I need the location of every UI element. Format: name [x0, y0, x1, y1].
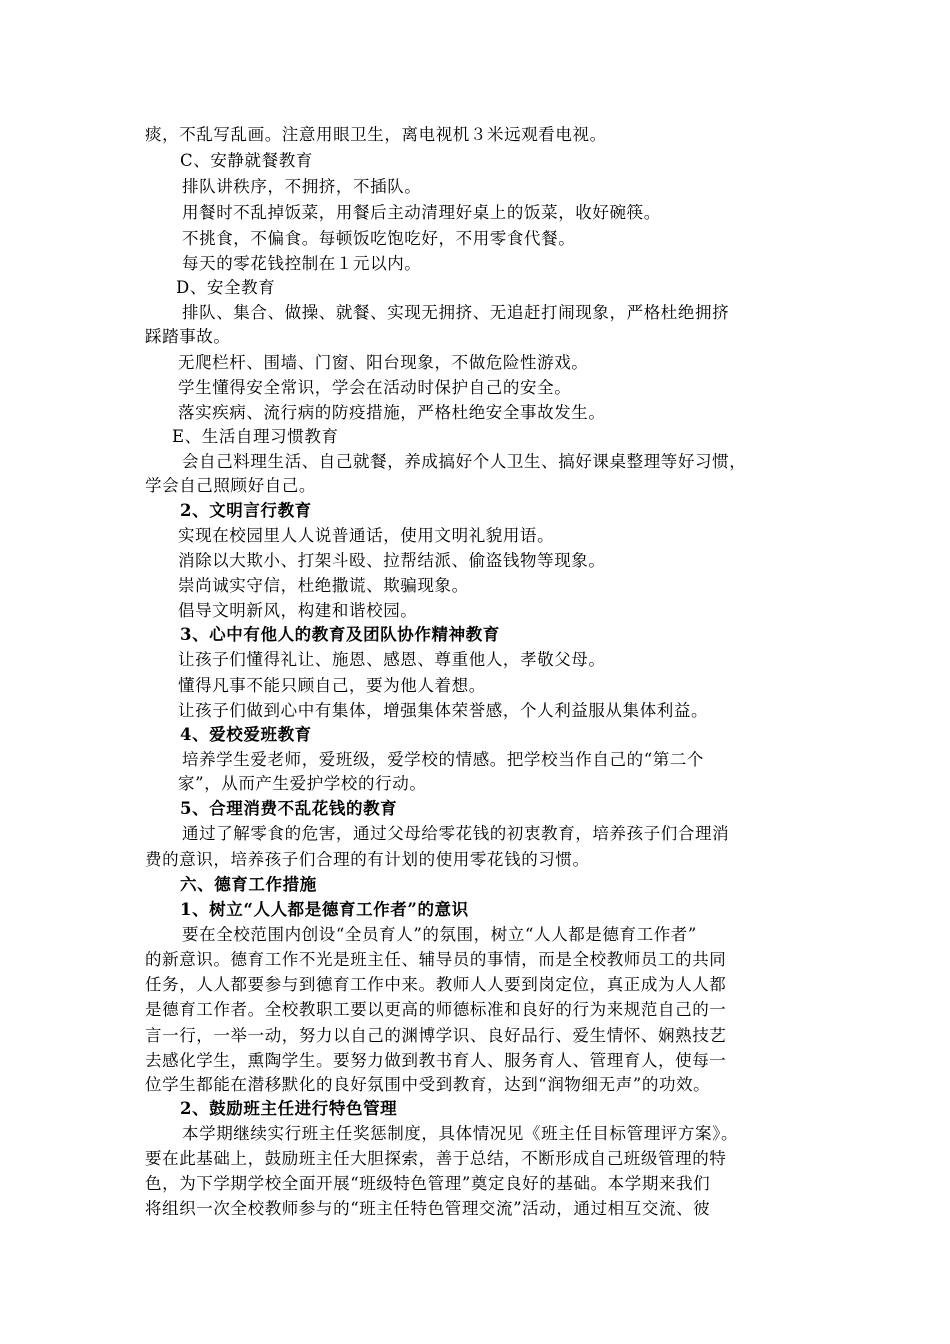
text-line: 任务，人人都要参与到德育工作中来。教师人人要到岗定位，真正成为人人都	[145, 975, 727, 994]
text-line: 会自己料理生活、自己就餐，养成搞好个人卫生、搞好课桌整理等好习惯，	[182, 452, 747, 471]
section-heading: 4、爱校爱班教育	[180, 725, 312, 744]
text-line: 让孩子们做到心中有集体，增强集体荣誉感，个人利益服从集体利益。	[178, 701, 709, 720]
section-heading: 1、树立“人人都是德育工作者”的意识	[180, 900, 469, 919]
text-line: 将组织一次全校教师参与的“班主任特色管理交流”活动，通过相互交流、彼	[145, 1199, 711, 1218]
text-line: 踩踏事故。	[145, 327, 231, 346]
section-heading: 5、合理消费不乱花钱的教育	[180, 799, 398, 818]
text-line: 培养学生爱老师，爱班级，爱学校的情感。把学校当作自己的“第二个	[182, 750, 705, 769]
text-line: 色，为下学期学校全面开展“班级特色管理”奠定良好的基础。本学期来我们	[145, 1174, 711, 1193]
text-line: 排队讲秩序，不拥挤，不插队。	[182, 177, 422, 196]
text-line: 本学期继续实行班主任奖惩制度，具体情况见《班主任目标管理评方案》。	[182, 1124, 739, 1143]
text-line: 费的意识，培养孩子们合理的有计划的使用零花钱的习惯。	[145, 850, 590, 869]
text-line: 倡导文明新风，构建和谐校园。	[178, 601, 418, 620]
text-line: 崇尚诚实守信，杜绝撒谎、欺骗现象。	[178, 576, 469, 595]
text-line: 用餐时不乱掉饭菜，用餐后主动清理好桌上的饭菜，收好碗筷。	[182, 203, 661, 222]
text-line: 不挑食，不偏食。每顿饭吃饱吃好，不用零食代餐。	[182, 229, 576, 248]
text-line: 懂得凡事不能只顾自己，要为他人着想。	[178, 676, 486, 695]
text-line: 无爬栏杆、围墙、门窗、阳台现象，不做危险性游戏。	[178, 353, 589, 372]
text-line: 每天的零花钱控制在１元以内。	[182, 254, 422, 273]
text-line: 要在全校范围内创设“全员育人”的氛围，树立“人人都是德育工作者”	[182, 925, 697, 944]
text-line: 排队、集合、做操、就餐、实现无拥挤、无追赶打闹现象，严格杜绝拥挤	[182, 303, 730, 322]
section-heading: C、安静就餐教育	[180, 151, 313, 170]
text-line: 是德育工作者。全校教职工要以更高的师德标准和良好的行为来规范自己的一	[145, 1000, 727, 1019]
section-heading: 2、鼓励班主任进行特色管理	[180, 1099, 398, 1118]
text-line: 家”，从而产生爱护学校的行动。	[178, 774, 427, 793]
text-line: 要在此基础上，鼓励班主任大胆探索，善于总结，不断形成自己班级管理的特	[145, 1149, 727, 1168]
text-line: 的新意识。德育工作不光是班主任、辅导员的事情，而是全校教师员工的共同	[145, 950, 727, 969]
text-line: 落实疾病、流行病的防疫措施，严格杜绝安全事故发生。	[178, 403, 606, 422]
section-heading: E、生活自理习惯教育	[172, 427, 339, 446]
text-line: 位学生都能在潜移默化的良好氛围中受到教育，达到“润物细无声”的功效。	[145, 1075, 711, 1094]
text-line: 痰，不乱写乱画。注意用眼卫生，离电视机３米远观看电视。	[145, 125, 607, 144]
text-line: 言一行，一举一动，努力以自己的渊博学识、良好品行、爱生情怀、娴熟技艺	[145, 1026, 727, 1045]
text-line: 去感化学生，熏陶学生。要努力做到教书育人、服务育人、管理育人，使每一	[145, 1051, 727, 1070]
section-heading: 3、心中有他人的教育及团队协作精神教育	[180, 625, 500, 644]
text-line: 实现在校园里人人说普通话，使用文明礼貌用语。	[178, 526, 555, 545]
text-line: 消除以大欺小、打架斗殴、拉帮结派、偷盗钱物等现象。	[178, 551, 606, 570]
section-heading: 2、文明言行教育	[180, 501, 312, 520]
section-heading: 六、德育工作措施	[180, 875, 317, 894]
text-line: 通过了解零食的危害，通过父母给零花钱的初衷教育，培养孩子们合理消	[182, 824, 730, 843]
text-line: 学会自己照顾好自己。	[145, 476, 316, 495]
text-line: 学生懂得安全常识，学会在活动时保护自己的安全。	[178, 378, 572, 397]
section-heading: D、安全教育	[176, 278, 276, 297]
text-line: 让孩子们懂得礼让、施恩、感恩、尊重他人，孝敬父母。	[178, 650, 606, 669]
